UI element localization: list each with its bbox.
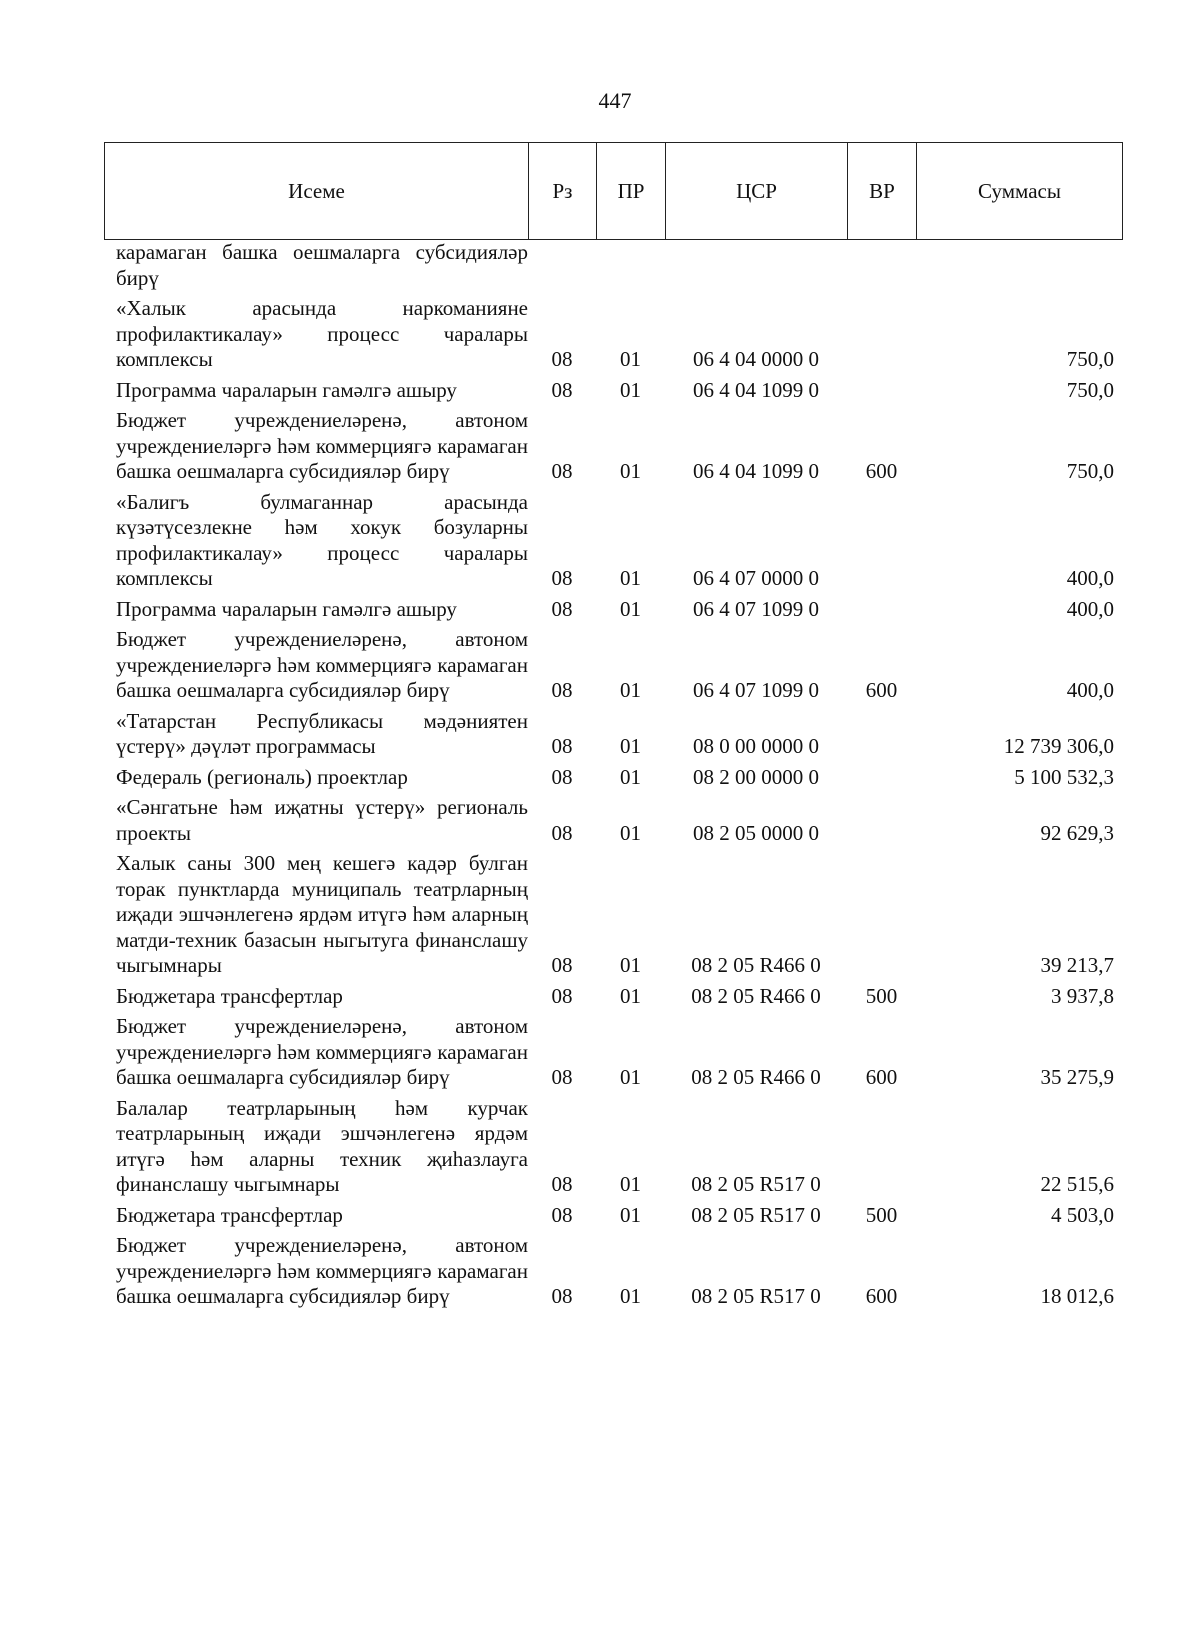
row-csr: 06 4 04 1099 0 (693, 459, 819, 483)
row-sum: 750,0 (1066, 459, 1114, 483)
row-sum: 400,0 (1066, 678, 1114, 702)
column-header-csr: ЦСР (666, 143, 848, 240)
row-pr: 01 (620, 678, 641, 702)
row-pr: 01 (620, 983, 641, 1008)
row-sum: 5 100 532,3 (1014, 764, 1114, 789)
row-sum: 39 213,7 (1040, 953, 1114, 977)
row-name: Бюджет учреждениеләренә, автоном учреждениеләргә һәм коммерциягә карамаган башка оешмаларга субсидияләр бирү (116, 1233, 528, 1308)
row-sum: 92 629,3 (1040, 820, 1114, 845)
row-vr: 500 (865, 1202, 898, 1227)
table-header (104, 142, 1123, 240)
row-pr: 01 (620, 953, 641, 977)
table-row (104, 408, 1122, 485)
row-csr: 08 2 05 R517 0 (691, 1202, 821, 1227)
row-csr: 08 2 05 R466 0 (691, 953, 821, 977)
row-vr: 500 (865, 983, 898, 1008)
row-csr: 06 4 07 1099 0 (693, 596, 819, 621)
row-pr: 01 (620, 596, 641, 621)
row-csr: 06 4 07 1099 0 (693, 678, 819, 702)
row-name: «Сәнгатьне һәм иҗатны үстерү» региональ проекты (116, 795, 528, 845)
row-pr: 01 (620, 1284, 641, 1308)
row-rz: 08 (551, 1202, 573, 1227)
column-header-sum: Суммасы (917, 143, 1123, 240)
table-row (104, 240, 1122, 291)
row-rz: 08 (551, 678, 573, 702)
row-name: «Балигъ булмаганнар арасында күзәтүсезлекне һәм хокук бозуларны профилактикалау» процесс чаралары комплексы (116, 489, 528, 590)
row-name: Бюджет учреждениеләренә, автоном учреждениеләргә һәм коммерциягә карамаган башка оешмаларга субсидияләр бирү (116, 408, 528, 483)
column-header-rz: Рз (529, 143, 597, 240)
row-rz: 08 (551, 596, 573, 621)
row-name: Программа чараларын гамәлгә ашыру (116, 596, 457, 621)
row-rz: 08 (551, 1284, 573, 1308)
row-rz: 08 (551, 764, 573, 789)
page-number: 447 (598, 88, 632, 113)
row-sum: 400,0 (1066, 596, 1114, 621)
row-rz: 08 (551, 1065, 573, 1089)
row-name: Бюджетара трансфертлар (116, 983, 343, 1008)
table-row (104, 597, 1122, 623)
row-sum: 750,0 (1066, 377, 1114, 402)
row-vr: 600 (865, 459, 898, 483)
row-name: Бюджет учреждениеләренә, автоном учреждениеләргә һәм коммерциягә карамаган башка оешмаларга субсидияләр бирү (116, 627, 528, 702)
row-rz: 08 (551, 1172, 573, 1196)
table-row (104, 1096, 1122, 1198)
row-pr: 01 (620, 377, 641, 402)
table-row (104, 1014, 1122, 1091)
table-row (104, 765, 1122, 791)
row-pr: 01 (620, 1172, 641, 1196)
row-name: Балалар театрларының һәм курчак театрларының иҗади эшчәнлегенә ярдәм итүгә һәм аларны техник җиһазлауга финанслашу чыгымнары (116, 1095, 528, 1196)
table-row (104, 851, 1122, 979)
table-row (104, 1203, 1122, 1229)
row-name: «Халык арасында наркоманияне профилактикалау» процесс чаралары комплексы (116, 296, 528, 371)
row-csr: 08 2 05 0000 0 (693, 820, 819, 845)
row-pr: 01 (620, 1065, 641, 1089)
row-sum: 400,0 (1066, 566, 1114, 590)
row-csr: 06 4 07 0000 0 (693, 566, 819, 590)
row-csr: 06 4 04 0000 0 (693, 347, 819, 371)
row-name: Федераль (региональ) проектлар (116, 764, 408, 789)
row-sum: 3 937,8 (1051, 983, 1114, 1008)
row-pr: 01 (620, 1202, 641, 1227)
row-name: Бюджет учреждениеләренә, автоном учреждениеләргә һәм коммерциягә карамаган башка оешмаларга субсидияләр бирү (116, 1014, 528, 1089)
row-rz: 08 (551, 734, 573, 758)
table-body (104, 240, 1122, 1315)
row-rz: 08 (551, 820, 573, 845)
row-rz: 08 (551, 983, 573, 1008)
row-vr: 600 (865, 1284, 898, 1308)
row-csr: 08 2 05 R517 0 (691, 1284, 821, 1308)
row-rz: 08 (551, 347, 573, 371)
row-pr: 01 (620, 820, 641, 845)
row-csr: 08 2 05 R466 0 (691, 983, 821, 1008)
column-header-vr: ВР (848, 143, 917, 240)
row-sum: 12 739 306,0 (1003, 734, 1114, 758)
table-row (104, 490, 1122, 592)
row-sum: 22 515,6 (1040, 1172, 1114, 1196)
row-rz: 08 (551, 953, 573, 977)
row-rz: 08 (551, 566, 573, 590)
row-rz: 08 (551, 459, 573, 483)
row-sum: 35 275,9 (1040, 1065, 1114, 1089)
row-sum: 4 503,0 (1051, 1202, 1114, 1227)
row-vr: 600 (865, 1065, 898, 1089)
row-name: карамаган башка оешмаларга субсидияләр бирү (116, 240, 528, 290)
table-row (104, 627, 1122, 704)
row-pr: 01 (620, 347, 641, 371)
row-sum: 18 012,6 (1040, 1284, 1114, 1308)
row-rz: 08 (551, 377, 573, 402)
row-pr: 01 (620, 566, 641, 590)
row-csr: 08 2 00 0000 0 (693, 764, 819, 789)
table-row (104, 709, 1122, 760)
table-row (104, 795, 1122, 846)
column-header-pr: ПР (597, 143, 666, 240)
row-sum: 750,0 (1066, 347, 1114, 371)
row-name: Бюджетара трансфертлар (116, 1202, 343, 1227)
row-pr: 01 (620, 459, 641, 483)
table-row (104, 378, 1122, 404)
row-name: «Татарстан Республикасы мәдәниятен үстерү» дәүләт программасы (116, 708, 528, 758)
row-vr: 600 (865, 678, 898, 702)
table-row (104, 1233, 1122, 1310)
row-name: Программа чараларын гамәлгә ашыру (116, 377, 457, 402)
row-name: Халык саны 300 мең кешегә кадәр булган торак пунктларда муниципаль театрларның иҗади эшчәнлегенә ярдәм итүгә һәм аларның матди-техник базасын ныгытуга финанслашу чыгымнары (116, 851, 528, 977)
row-csr: 08 2 05 R466 0 (691, 1065, 821, 1089)
table-row (104, 296, 1122, 373)
row-csr: 08 2 05 R517 0 (691, 1172, 821, 1196)
row-csr: 08 0 00 0000 0 (693, 734, 819, 758)
row-pr: 01 (620, 734, 641, 758)
row-pr: 01 (620, 764, 641, 789)
row-csr: 06 4 04 1099 0 (693, 377, 819, 402)
column-header-name: Исеме (105, 143, 529, 240)
table-row (104, 984, 1122, 1010)
